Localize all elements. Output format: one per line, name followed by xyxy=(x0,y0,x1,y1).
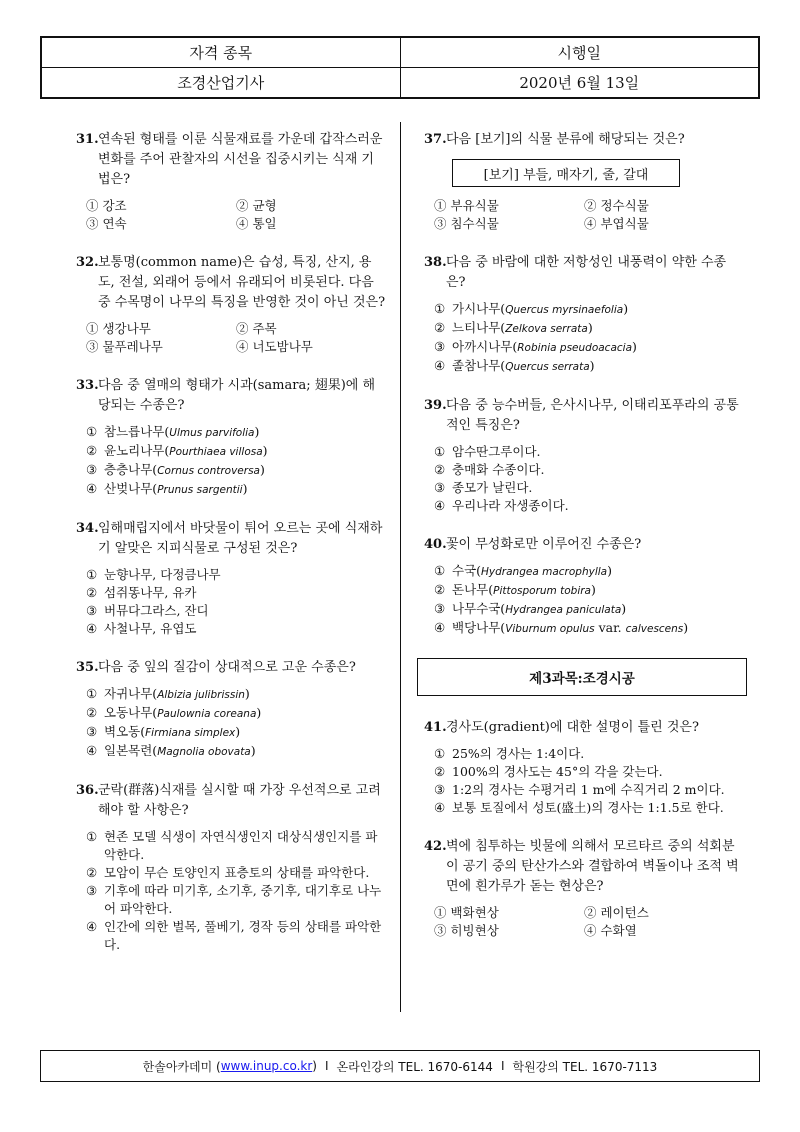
option-text-tail: ) xyxy=(235,724,241,739)
answer-option xyxy=(434,338,744,357)
option-marker: ② xyxy=(434,764,446,779)
option-text-main: 눈향나무, 다정큼나무 xyxy=(104,567,221,582)
question-stem xyxy=(76,130,386,190)
answer-option: ③ 침수식물 xyxy=(434,216,499,231)
answer-options xyxy=(434,300,744,376)
option-marker: ③ xyxy=(434,782,446,797)
option-text xyxy=(452,319,593,338)
answer-option xyxy=(86,584,386,602)
option-text xyxy=(452,443,541,461)
answer-option xyxy=(434,581,744,600)
question xyxy=(76,130,386,233)
option-text-main: 수국( xyxy=(452,563,482,578)
question xyxy=(424,718,744,817)
option-row xyxy=(434,922,744,940)
option-text-main: 암수딴그루이다. xyxy=(452,444,541,459)
option-text-main: 산벚나무( xyxy=(104,481,158,496)
answer-option xyxy=(434,300,744,319)
option-marker: ② xyxy=(434,582,446,597)
option-text xyxy=(104,882,386,918)
header-date-label: 시행일 xyxy=(400,38,759,67)
question-number: 35. xyxy=(76,660,99,675)
answer-option: ④ 너도밤나무 xyxy=(236,339,313,354)
scientific-name: Hydrangea macrophylla xyxy=(481,566,608,578)
option-text xyxy=(452,745,584,763)
answer-option xyxy=(86,685,386,704)
question-stem xyxy=(76,253,386,313)
question-stem xyxy=(76,658,386,678)
option-text xyxy=(104,723,240,742)
answer-option xyxy=(434,763,744,781)
question-number: 31. xyxy=(76,132,99,147)
scientific-name: Quercus serrata xyxy=(505,361,590,373)
option-text-main: 느티나무( xyxy=(452,320,506,335)
option-text xyxy=(104,602,209,620)
footer-separator: I xyxy=(500,1059,505,1073)
answer-option xyxy=(434,319,744,338)
option-row xyxy=(86,215,386,233)
answer-option: ② 정수식물 xyxy=(584,198,649,213)
answer-option xyxy=(86,828,386,864)
question-text: 다음 중 열매의 형태가 시과(samara; 翅果)에 해당되는 수종은? xyxy=(98,378,376,413)
scientific-name: Albizia julibrissin xyxy=(157,689,245,701)
footer-separator: I xyxy=(324,1059,329,1073)
option-marker: ② xyxy=(434,462,446,477)
option-text xyxy=(452,799,724,817)
left-column xyxy=(76,130,386,974)
answer-options xyxy=(434,562,744,638)
section-title: 제3과목:조경시공 xyxy=(417,658,747,696)
question-number: 42. xyxy=(424,839,447,854)
question-stem xyxy=(424,396,744,436)
option-marker: ② xyxy=(86,585,98,600)
option-text-main: 기후에 따라 미기후, 소기후, 중기후, 대기후로 나누어 파악한다. xyxy=(104,883,382,916)
question-text: 군락(群落)식재를 실시할 때 가장 우선적으로 고려해야 할 사항은? xyxy=(98,783,381,818)
option-text-tail: ) xyxy=(242,481,248,496)
option-text-main: 충매화 수종이다. xyxy=(452,462,545,477)
question-text: 다음 중 잎의 질감이 상대적으로 고운 수종은? xyxy=(98,660,356,675)
question-text: 임해매립지에서 바닷물이 튀어 오르는 곳에 식재하기 알맞은 지피식물로 구성된 것은? xyxy=(98,521,383,556)
option-text-main: 25%의 경사는 1:4이다. xyxy=(452,746,585,761)
answer-options xyxy=(86,197,386,233)
question xyxy=(76,376,386,499)
option-text-main: 모암이 무슨 토양인지 표층토의 상태를 파악한다. xyxy=(104,865,370,880)
option-text-main: 윤노리나무( xyxy=(104,443,170,458)
answer-option xyxy=(86,620,386,638)
right-column xyxy=(424,130,744,960)
question-text: 다음 중 바람에 대한 저항성인 내풍력이 약한 수종은? xyxy=(446,255,727,290)
option-marker: ② xyxy=(86,705,98,720)
option-text xyxy=(452,562,612,581)
answer-option: ③ 히빙현상 xyxy=(434,923,499,938)
option-text-main: 버뮤다그라스, 잔디 xyxy=(104,603,209,618)
answer-option: ④ 수화열 xyxy=(584,923,637,938)
question-number: 34. xyxy=(76,521,99,536)
option-marker: ② xyxy=(434,320,446,335)
scientific-name: Pittosporum tobira xyxy=(493,585,591,597)
option-text xyxy=(104,584,196,602)
answer-option xyxy=(434,497,744,515)
question xyxy=(76,658,386,761)
option-text-main: 돈나무( xyxy=(452,582,494,597)
option-text-tail: ) xyxy=(621,601,627,616)
question-number: 37. xyxy=(424,132,447,147)
answer-option xyxy=(86,423,386,442)
answer-option: ② 레이턴스 xyxy=(584,905,649,920)
option-text xyxy=(104,442,268,461)
option-text-main: 우리나라 자생종이다. xyxy=(452,498,569,513)
answer-options xyxy=(86,685,386,761)
question-text: 보통명(common name)은 습성, 특징, 산지, 용도, 전설, 외래어 등에서 유래되어 비롯된다. 다음 중 수목명이 나무의 특징을 반영한 것이 아닌 것은? xyxy=(98,255,386,310)
option-text xyxy=(452,479,532,497)
scientific-name: Firmiana simplex xyxy=(145,727,236,739)
option-marker: ④ xyxy=(86,919,98,934)
answer-options xyxy=(86,320,386,356)
answer-option xyxy=(86,918,386,954)
answer-option: ② 균형 xyxy=(236,198,277,213)
exam-header-table xyxy=(40,36,760,99)
option-text-tail: ) xyxy=(250,743,256,758)
option-text-tail: ) xyxy=(244,686,250,701)
option-marker: ③ xyxy=(86,883,98,898)
option-text-main: 참느릅나무( xyxy=(104,424,170,439)
option-marker: ① xyxy=(86,567,98,582)
option-marker: ④ xyxy=(434,620,446,635)
answer-option xyxy=(434,479,744,497)
scientific-name: Cornus controversa xyxy=(157,465,260,477)
answer-option xyxy=(434,781,744,799)
option-text-main: 100%의 경사도는 45°의 각을 갖는다. xyxy=(452,764,663,779)
answer-option: ③ 물푸레나무 xyxy=(86,339,163,354)
footer-paren-close: ) xyxy=(312,1059,317,1073)
answer-option xyxy=(86,566,386,584)
question-stem xyxy=(424,253,744,293)
option-marker: ③ xyxy=(434,480,446,495)
option-text xyxy=(104,685,250,704)
option-text xyxy=(104,864,369,882)
option-row xyxy=(434,904,744,922)
example-box: [보기] 부들, 매자기, 줄, 갈대 xyxy=(452,159,680,187)
answer-option xyxy=(434,619,744,638)
question-text: 다음 중 능수버들, 은사시나무, 이태리포푸라의 공통적인 특징은? xyxy=(446,398,739,433)
option-text-tail: ) xyxy=(587,320,593,335)
option-marker: ② xyxy=(86,865,98,880)
option-text xyxy=(452,581,596,600)
option-marker: ② xyxy=(86,443,98,458)
option-text-main: 종모가 날린다. xyxy=(452,480,533,495)
header-qualification-value: 조경산업기사 xyxy=(177,74,265,92)
option-text xyxy=(104,704,261,723)
option-text-main: 현존 모델 식생이 자연식생인지 대상식생인지를 파악한다. xyxy=(104,829,378,862)
option-text-tail: ) xyxy=(683,620,689,635)
option-marker: ① xyxy=(434,301,446,316)
question-stem xyxy=(424,837,744,897)
option-text xyxy=(104,566,221,584)
question-stem xyxy=(76,519,386,559)
question-number: 36. xyxy=(76,783,99,798)
question xyxy=(76,781,386,954)
answer-option xyxy=(86,742,386,761)
footer-offline-tel: 학원강의 TEL. 1670-7113 xyxy=(512,1059,658,1074)
option-marker: ① xyxy=(434,563,446,578)
option-marker: ① xyxy=(86,424,98,439)
answer-option xyxy=(434,745,744,763)
scientific-name: Pourthiaea villosa xyxy=(169,446,263,458)
option-text-tail: ) xyxy=(589,358,595,373)
answer-option xyxy=(86,864,386,882)
option-marker: ④ xyxy=(86,481,98,496)
option-marker: ③ xyxy=(86,462,98,477)
option-marker: ④ xyxy=(434,800,446,815)
question-text: 연속된 형태를 이룬 식물재료를 가운데 갑작스러운 변화를 주어 관찰자의 시선을 집중시키는 식재 기법은? xyxy=(98,132,383,187)
footer-online-tel: 온라인강의 TEL. 1670-6144 xyxy=(336,1059,493,1074)
option-text-main: 백당나무( xyxy=(452,620,506,635)
option-text xyxy=(104,918,386,954)
header-qualification-label: 자격 종목 xyxy=(189,44,253,62)
option-marker: ③ xyxy=(434,601,446,616)
option-text-main: 층층나무( xyxy=(104,462,158,477)
answer-options xyxy=(434,197,744,233)
scientific-name: calvescens xyxy=(625,623,684,635)
option-text xyxy=(104,828,386,864)
scientific-name: Robinia pseudoacacia xyxy=(517,342,633,354)
question xyxy=(424,130,744,233)
option-row xyxy=(86,197,386,215)
option-text-main: 1:2의 경사는 수평거리 1 m에 수직거리 2 m이다. xyxy=(452,782,725,797)
answer-options xyxy=(434,904,744,940)
question-stem xyxy=(76,376,386,416)
option-text-tail: ) xyxy=(254,424,260,439)
question-text: 꽃이 무성화로만 이루어진 수종은? xyxy=(446,537,642,552)
question-number: 41. xyxy=(424,720,447,735)
question-number: 32. xyxy=(76,255,99,270)
question-number: 39. xyxy=(424,398,447,413)
option-marker: ① xyxy=(86,829,98,844)
answer-option xyxy=(86,723,386,742)
option-text-tail: ) xyxy=(623,301,629,316)
option-text-main: 자귀나무( xyxy=(104,686,158,701)
option-text-main: 나무수국( xyxy=(452,601,506,616)
option-text xyxy=(104,480,247,499)
option-row xyxy=(434,197,744,215)
option-text xyxy=(452,763,663,781)
scientific-name: Prunus sargentii xyxy=(157,484,243,496)
answer-options xyxy=(86,423,386,499)
option-text-main: 아까시나무( xyxy=(452,339,518,354)
answer-options xyxy=(434,745,744,817)
option-text xyxy=(104,620,196,638)
question-stem xyxy=(424,130,744,150)
answer-option: ④ 통일 xyxy=(236,216,277,231)
option-marker: ④ xyxy=(434,358,446,373)
question xyxy=(424,535,744,638)
option-row xyxy=(434,215,744,233)
answer-option xyxy=(434,799,744,817)
header-value-row xyxy=(42,67,758,97)
question xyxy=(424,837,744,940)
question-stem xyxy=(424,718,744,738)
scientific-name: Magnolia obovata xyxy=(157,746,251,758)
scientific-name: Quercus myrsinaefolia xyxy=(505,304,624,316)
option-text xyxy=(452,619,688,638)
option-marker: ① xyxy=(434,444,446,459)
answer-option xyxy=(434,562,744,581)
question xyxy=(76,253,386,356)
column-divider xyxy=(400,122,401,1012)
question-text: 벽에 침투하는 빗물에 의해서 모르타르 중의 석회분이 공기 중의 탄산가스와 결합하여 벽돌이나 조적 벽면에 흰가루가 돋는 현상은? xyxy=(446,839,739,894)
footer-bar xyxy=(40,1050,760,1082)
answer-option xyxy=(434,357,744,376)
answer-option: ① 백화현상 xyxy=(434,905,499,920)
answer-option xyxy=(86,704,386,723)
answer-option xyxy=(434,443,744,461)
option-row xyxy=(86,338,386,356)
footer-academy: 한솔아카데미 ( xyxy=(142,1059,221,1074)
scientific-name: Zelkova serrata xyxy=(505,323,588,335)
right-column-questions-top xyxy=(424,130,744,638)
question xyxy=(424,396,744,515)
option-text-tail: ) xyxy=(262,443,268,458)
header-date-value: 2020년 6월 13일 xyxy=(400,68,759,97)
option-text-tail: ) xyxy=(259,462,265,477)
answer-option xyxy=(86,882,386,918)
option-text-tail: ) xyxy=(632,339,637,354)
answer-options xyxy=(434,443,744,515)
option-marker: ③ xyxy=(86,603,98,618)
scientific-name: Paulownia coreana xyxy=(157,708,257,720)
option-marker: ④ xyxy=(434,498,446,513)
question-text: 경사도(gradient)에 대한 설명이 틀린 것은? xyxy=(446,720,699,735)
option-text-main: 벽오동( xyxy=(104,724,146,739)
option-text-main: 졸참나무( xyxy=(452,358,506,373)
option-marker: ④ xyxy=(86,743,98,758)
option-text xyxy=(452,338,637,357)
option-text xyxy=(452,497,569,515)
option-text xyxy=(104,461,265,480)
answer-option xyxy=(86,602,386,620)
option-marker: ① xyxy=(86,686,98,701)
option-text-tail: var. xyxy=(594,620,626,635)
right-column-questions-bottom xyxy=(424,718,744,940)
option-text-tail: ) xyxy=(607,563,612,578)
option-text xyxy=(452,781,725,799)
option-text-main: 가시나무( xyxy=(452,301,506,316)
answer-option xyxy=(86,461,386,480)
question-number: 38. xyxy=(424,255,447,270)
option-marker: ③ xyxy=(434,339,446,354)
answer-options xyxy=(86,566,386,638)
option-text xyxy=(104,423,259,442)
answer-option: ② 주목 xyxy=(236,321,277,336)
option-text-main: 섬쥐똥나무, 유카 xyxy=(104,585,197,600)
option-text xyxy=(452,357,595,376)
option-text xyxy=(452,600,626,619)
option-text-main: 사철나무, 유엽도 xyxy=(104,621,197,636)
answer-options xyxy=(86,828,386,954)
option-text-main: 보통 토질에서 성토(盛土)의 경사는 1:1.5로 한다. xyxy=(452,800,724,815)
question-stem xyxy=(424,535,744,555)
footer-website-link[interactable]: www.inup.co.kr xyxy=(220,1059,313,1073)
answer-option: ③ 연속 xyxy=(86,216,127,231)
option-marker: ④ xyxy=(86,621,98,636)
question-text: 다음 [보기]의 식물 분류에 해당되는 것은? xyxy=(446,132,685,147)
option-marker: ① xyxy=(434,746,446,761)
option-text-tail: ) xyxy=(591,582,596,597)
option-text xyxy=(452,461,544,479)
question-stem xyxy=(76,781,386,821)
scientific-name: Hydrangea paniculata xyxy=(505,604,622,616)
question xyxy=(424,253,744,376)
answer-option xyxy=(434,461,744,479)
answer-option xyxy=(434,600,744,619)
option-text-main: 일본목련( xyxy=(104,743,158,758)
header-label-row xyxy=(42,38,758,67)
option-text xyxy=(104,742,256,761)
answer-option: ① 생강나무 xyxy=(86,321,151,336)
question xyxy=(76,519,386,638)
answer-option xyxy=(86,442,386,461)
scientific-name: Viburnum opulus xyxy=(505,623,595,635)
answer-option: ④ 부엽식물 xyxy=(584,216,649,231)
answer-option: ① 부유식물 xyxy=(434,198,499,213)
option-text-main: 오동나무( xyxy=(104,705,158,720)
option-marker: ③ xyxy=(86,724,98,739)
answer-option: ① 강조 xyxy=(86,198,127,213)
question-number: 40. xyxy=(424,537,447,552)
option-row xyxy=(86,320,386,338)
option-text-tail: ) xyxy=(256,705,262,720)
answer-option xyxy=(86,480,386,499)
question-number: 33. xyxy=(76,378,99,393)
scientific-name: Ulmus parvifolia xyxy=(169,427,255,439)
option-text xyxy=(452,300,628,319)
option-text-main: 인간에 의한 벌목, 풀베기, 경작 등의 상태를 파악한다. xyxy=(104,919,382,952)
